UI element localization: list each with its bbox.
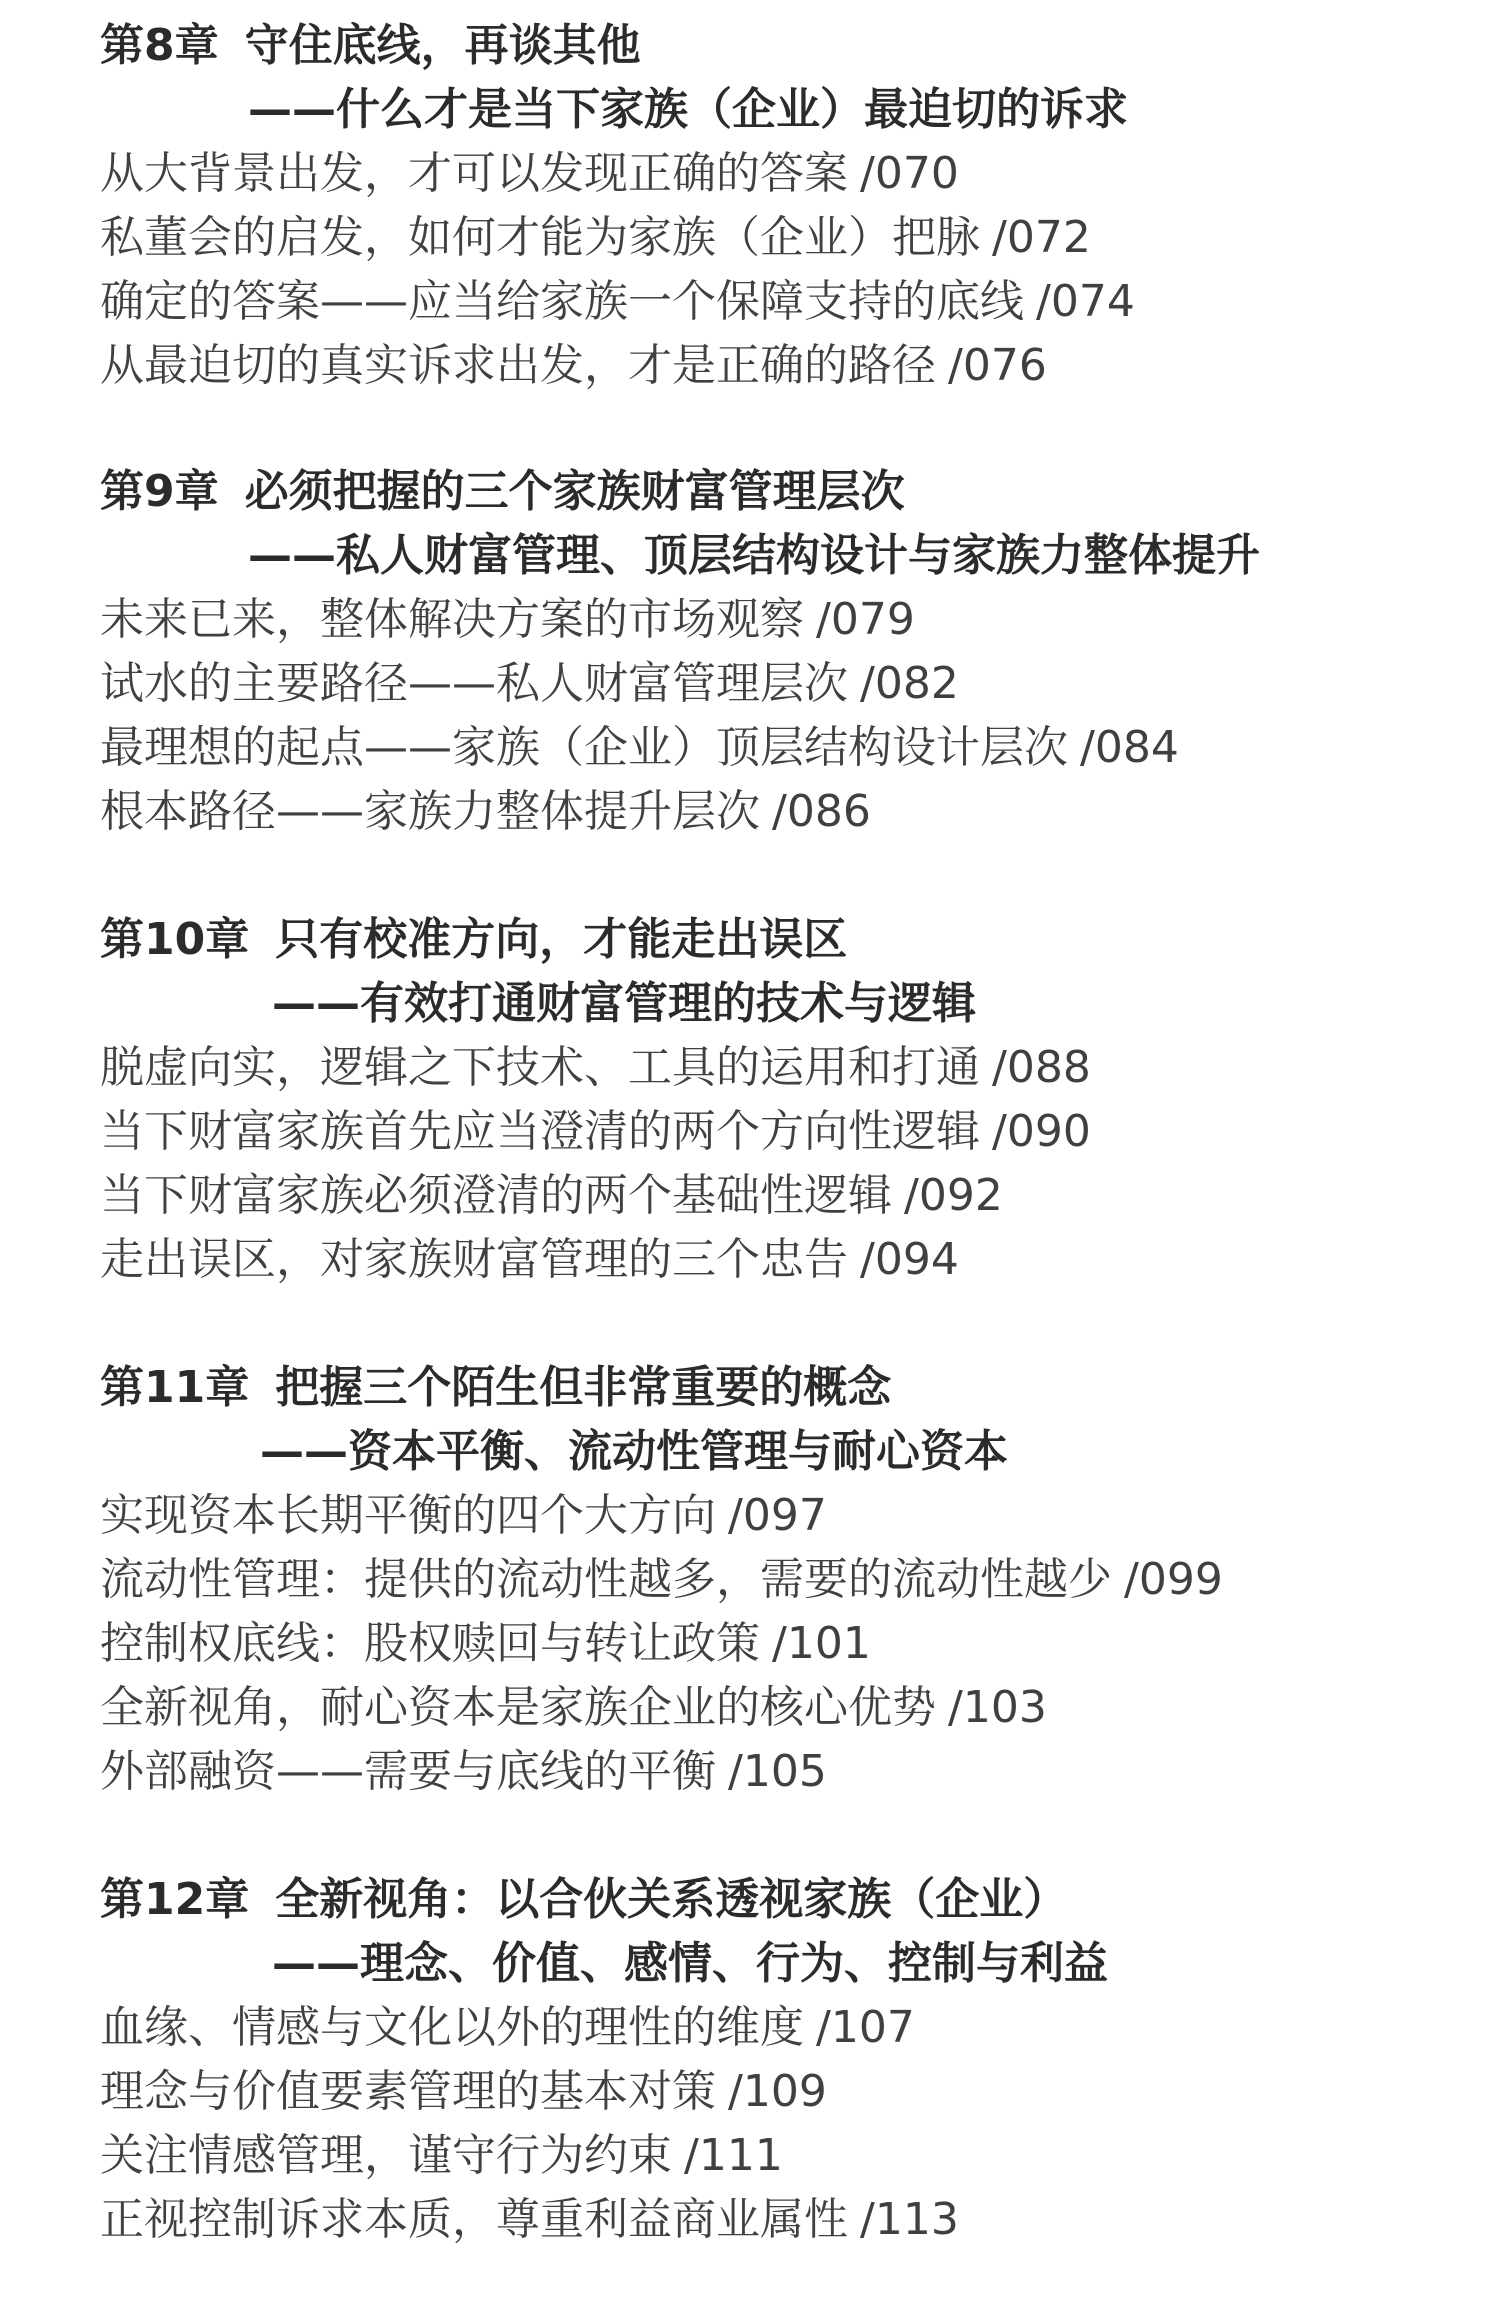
chapter-title: 守住底线，再谈其他 bbox=[244, 20, 641, 71]
entry-text: 确定的答案——应当给家族一个保障支持的底线 bbox=[100, 276, 1024, 327]
chapter-11 bbox=[100, 1356, 1440, 1804]
entry-page: /094 bbox=[860, 1234, 959, 1285]
entry-text: 私董会的启发，如何才能为家族（企业）把脉 bbox=[100, 212, 980, 263]
toc-entry[interactable] bbox=[100, 1676, 1440, 1740]
chapter-heading bbox=[100, 460, 1440, 524]
chapter-title: 必须把握的三个家族财富管理层次 bbox=[244, 466, 905, 517]
toc-entry[interactable] bbox=[100, 206, 1440, 270]
entry-text: 从最迫切的真实诉求出发，才是正确的路径 bbox=[100, 340, 936, 391]
toc-entry[interactable] bbox=[100, 1100, 1440, 1164]
chapter-heading bbox=[100, 1868, 1440, 1932]
chapter-10 bbox=[100, 908, 1440, 1292]
chapter-8 bbox=[100, 14, 1440, 398]
entry-page: /079 bbox=[816, 594, 915, 645]
entry-page: /107 bbox=[816, 2002, 915, 2053]
entry-text: 走出误区，对家族财富管理的三个忠告 bbox=[100, 1234, 848, 1285]
entry-page: /097 bbox=[728, 1490, 827, 1541]
chapter-9 bbox=[100, 460, 1440, 844]
chapter-subtitle: ——私人财富管理、顶层结构设计与家族力整体提升 bbox=[248, 530, 1260, 581]
entry-page: /090 bbox=[992, 1106, 1091, 1157]
toc-entry[interactable] bbox=[100, 1164, 1440, 1228]
entry-text: 当下财富家族必须澄清的两个基础性逻辑 bbox=[100, 1170, 892, 1221]
toc-entry[interactable] bbox=[100, 2060, 1440, 2124]
chapter-number: 第11章 bbox=[100, 1362, 250, 1413]
entry-page: /076 bbox=[948, 340, 1047, 391]
entry-text: 全新视角，耐心资本是家族企业的核心优势 bbox=[100, 1682, 936, 1733]
entry-page: /072 bbox=[992, 212, 1091, 263]
chapter-heading bbox=[100, 1356, 1440, 1420]
toc-entry[interactable] bbox=[100, 334, 1440, 398]
toc-entry[interactable] bbox=[100, 780, 1440, 844]
entry-text: 关注情感管理，谨守行为约束 bbox=[100, 2130, 672, 2181]
entry-text: 正视控制诉求本质，尊重利益商业属性 bbox=[100, 2194, 848, 2245]
chapter-heading bbox=[100, 14, 1440, 78]
entry-text: 血缘、情感与文化以外的理性的维度 bbox=[100, 2002, 804, 2053]
chapter-title: 只有校准方向，才能走出误区 bbox=[275, 914, 848, 965]
toc-entry[interactable] bbox=[100, 1548, 1440, 1612]
chapter-heading bbox=[100, 908, 1440, 972]
toc-entry[interactable] bbox=[100, 1996, 1440, 2060]
toc-entry[interactable] bbox=[100, 1228, 1440, 1292]
entry-page: /105 bbox=[728, 1746, 827, 1797]
entry-text: 试水的主要路径——私人财富管理层次 bbox=[100, 658, 848, 709]
chapter-number: 第8章 bbox=[100, 20, 219, 71]
entry-page: /103 bbox=[948, 1682, 1047, 1733]
chapter-subtitle: ——有效打通财富管理的技术与逻辑 bbox=[272, 978, 976, 1029]
entry-page: /109 bbox=[728, 2066, 827, 2117]
entry-page: /099 bbox=[1124, 1554, 1223, 1605]
chapter-number: 第10章 bbox=[100, 914, 250, 965]
entry-page: /086 bbox=[772, 786, 871, 837]
chapter-number: 第12章 bbox=[100, 1874, 250, 1925]
entry-text: 理念与价值要素管理的基本对策 bbox=[100, 2066, 716, 2117]
entry-page: /084 bbox=[1080, 722, 1179, 773]
toc-entry[interactable] bbox=[100, 1740, 1440, 1804]
toc-entry[interactable] bbox=[100, 716, 1440, 780]
entry-text: 根本路径——家族力整体提升层次 bbox=[100, 786, 760, 837]
entry-page: /113 bbox=[860, 2194, 959, 2245]
chapter-title: 把握三个陌生但非常重要的概念 bbox=[275, 1362, 892, 1413]
chapter-number: 第9章 bbox=[100, 466, 219, 517]
toc-entry[interactable] bbox=[100, 142, 1440, 206]
chapter-subtitle: ——资本平衡、流动性管理与耐心资本 bbox=[260, 1426, 1008, 1477]
entry-text: 控制权底线：股权赎回与转让政策 bbox=[100, 1618, 760, 1669]
toc-entry[interactable] bbox=[100, 1036, 1440, 1100]
toc-entry[interactable] bbox=[100, 1484, 1440, 1548]
entry-page: /111 bbox=[684, 2130, 783, 2181]
entry-text: 实现资本长期平衡的四个大方向 bbox=[100, 1490, 716, 1541]
entry-text: 外部融资——需要与底线的平衡 bbox=[100, 1746, 716, 1797]
entry-text: 未来已来，整体解决方案的市场观察 bbox=[100, 594, 804, 645]
toc-entry[interactable] bbox=[100, 2124, 1440, 2188]
entry-page: /074 bbox=[1036, 276, 1135, 327]
entry-text: 从大背景出发，才可以发现正确的答案 bbox=[100, 148, 848, 199]
entry-text: 当下财富家族首先应当澄清的两个方向性逻辑 bbox=[100, 1106, 980, 1157]
toc-entry[interactable] bbox=[100, 1612, 1440, 1676]
toc-entry[interactable] bbox=[100, 2188, 1440, 2252]
chapter-title: 全新视角：以合伙关系透视家族（企业） bbox=[275, 1874, 1068, 1925]
toc-entry[interactable] bbox=[100, 588, 1440, 652]
entry-text: 最理想的起点——家族（企业）顶层结构设计层次 bbox=[100, 722, 1068, 773]
toc-entry[interactable] bbox=[100, 652, 1440, 716]
toc-entry[interactable] bbox=[100, 270, 1440, 334]
entry-page: /092 bbox=[904, 1170, 1003, 1221]
entry-text: 流动性管理：提供的流动性越多，需要的流动性越少 bbox=[100, 1554, 1112, 1605]
entry-page: /082 bbox=[860, 658, 959, 709]
chapter-subtitle: ——理念、价值、感情、行为、控制与利益 bbox=[272, 1938, 1108, 1989]
entry-text: 脱虚向实，逻辑之下技术、工具的运用和打通 bbox=[100, 1042, 980, 1093]
entry-page: /070 bbox=[860, 148, 959, 199]
chapter-12 bbox=[100, 1868, 1440, 2252]
chapter-subtitle: ——什么才是当下家族（企业）最迫切的诉求 bbox=[248, 84, 1128, 135]
entry-page: /101 bbox=[772, 1618, 871, 1669]
entry-page: /088 bbox=[992, 1042, 1091, 1093]
